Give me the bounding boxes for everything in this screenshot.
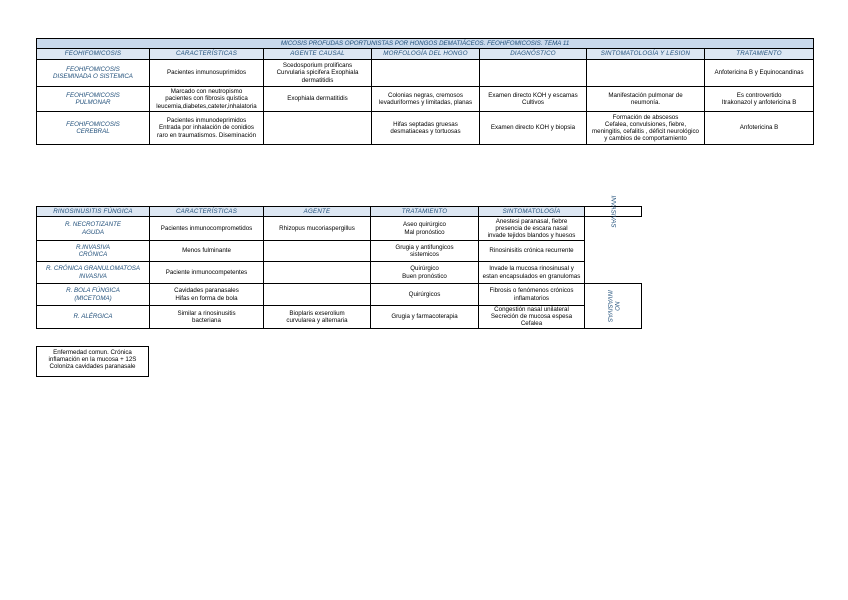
table-cell bbox=[264, 60, 372, 87]
table-cell bbox=[587, 112, 705, 145]
table-cell bbox=[371, 241, 479, 262]
column-header: AGENTE bbox=[264, 207, 371, 217]
table-cell bbox=[371, 284, 479, 306]
cell-text-line: Secreción de mucosa espesa bbox=[490, 313, 573, 321]
row-header-cell bbox=[37, 217, 150, 241]
column-header: MORFOLOGÍA DEL HONGO bbox=[372, 49, 480, 60]
table-row bbox=[37, 284, 642, 306]
table-cell bbox=[587, 60, 705, 87]
cell-text-line: Buen pronóstico bbox=[402, 272, 447, 280]
cell-text-line: Grugia y antifungicos bbox=[395, 243, 454, 251]
table-cell bbox=[150, 284, 264, 306]
cell-text-line: Grugia y farmacoterapia bbox=[391, 313, 458, 321]
cell-text-line: dermatitidis bbox=[301, 76, 334, 84]
cell-text-line: Coloniza cavidades paranasale bbox=[49, 363, 136, 371]
column-header: RINOSINUSITIS FÚNGICA bbox=[37, 207, 150, 217]
table-header-row bbox=[37, 49, 814, 60]
cell-text-line: Exophiala dermatitidis bbox=[287, 95, 348, 103]
table-cell bbox=[150, 87, 264, 112]
row-header-cell bbox=[37, 262, 150, 284]
cell-text-line: meningitis, cefalitis , déficit neurológico bbox=[592, 128, 699, 135]
cell-text-line: Cavidades paranasales bbox=[174, 287, 239, 295]
column-header: FEOHIFOMICOSIS bbox=[37, 49, 150, 60]
cell-text-line: Menos fulminante bbox=[182, 247, 231, 255]
cell-text-line: bacteriana bbox=[192, 316, 221, 324]
table-cell bbox=[371, 262, 479, 284]
table-cell bbox=[705, 112, 814, 145]
cell-text-line: sistemicos bbox=[410, 251, 439, 258]
cell-text-line: Colonias negras, cremosos bbox=[388, 91, 463, 99]
side-label-no-invasivas: NO INVASIVAS bbox=[585, 284, 642, 329]
table-cell bbox=[264, 284, 371, 306]
table-cell bbox=[372, 112, 480, 145]
table-cell bbox=[479, 284, 585, 306]
cell-text-line: Quirúrgicos bbox=[408, 290, 441, 298]
table-cell bbox=[479, 241, 585, 262]
table-cell bbox=[150, 241, 264, 262]
cell-text-line: Rhizopus mucoriaspergillus bbox=[279, 224, 355, 232]
table-title-row bbox=[37, 39, 814, 49]
cell-text-line: Paciente inmunocompetentes bbox=[165, 268, 248, 276]
row-header-cell bbox=[37, 112, 150, 145]
table-row bbox=[37, 306, 642, 329]
cell-text-line: FEOHIFOMICOSIS bbox=[66, 65, 120, 73]
cell-text-line: Es controvertido bbox=[736, 91, 782, 99]
side-label-invasivas: INVASIVAS bbox=[585, 207, 642, 217]
cell-text-line: Examen directo KOH y escamas bbox=[488, 91, 578, 99]
cell-text-line: curvularea y alternaria bbox=[286, 316, 348, 324]
cell-text-line: estan encapsulados en granulomas bbox=[482, 272, 581, 280]
table-cell bbox=[264, 112, 372, 145]
cell-text-line: PULMONAR bbox=[75, 99, 111, 106]
row-header-cell bbox=[37, 60, 150, 87]
cell-text-line: Bioplaris exserolium bbox=[289, 309, 345, 317]
cell-text-line: levaduriformes y limitadas, planas bbox=[378, 99, 473, 106]
cell-text-line: Scedosporium prolificans bbox=[282, 62, 353, 70]
column-header: SINTOMATOLOGÍA Y LESION bbox=[587, 49, 705, 60]
table-cell bbox=[480, 112, 587, 145]
cell-text-line: Pacientes inmunodeprimidos bbox=[166, 117, 247, 125]
cell-text-line: Cefalea bbox=[520, 320, 543, 328]
cell-text-line: Aseo quirúrgico bbox=[403, 221, 446, 229]
row-header-cell bbox=[37, 284, 150, 306]
cell-text-line: leucemia,diabetes,cateter,inhalatoria bbox=[156, 102, 257, 110]
table-title: MICOSIS PROFUDAS OPORTUNISTAS POR HONGOS DEMATIÁCEOS. FEOHIFOMICOSIS. TEMA 11 bbox=[37, 39, 814, 49]
cell-text-line: desmatiaceas y tortuosas bbox=[390, 128, 461, 135]
table-cell bbox=[264, 306, 371, 329]
cell-text-line: Itrakonazol y anfotericina B bbox=[721, 99, 797, 106]
table-cell bbox=[705, 87, 814, 112]
cell-text-line: raro en traumatismos. Diseminación bbox=[156, 131, 257, 139]
cell-text-line: CRÓNICA bbox=[78, 251, 108, 258]
cell-text-line: FEOHIFOMICOSIS bbox=[66, 91, 120, 99]
table-row bbox=[37, 87, 814, 112]
table-cell bbox=[480, 87, 587, 112]
cell-text-line: Pacientes inmunocomprometidos bbox=[160, 224, 253, 232]
cell-text-line: neumonía. bbox=[630, 99, 661, 106]
table-cell bbox=[264, 217, 371, 241]
cell-text-line: Rinosinisitis crónica recurrente bbox=[489, 247, 574, 255]
cell-text-line: inflamación en la mucosa + 12S bbox=[48, 356, 137, 364]
cell-text-line: R.INVASIVA bbox=[75, 243, 111, 251]
table-cell bbox=[479, 262, 585, 284]
cell-text-line: DISEMINADA O SISTEMICA bbox=[53, 73, 133, 80]
cell-text-line: (MICETOMA) bbox=[74, 294, 112, 302]
cell-text-line: R. BOLA FÚNGICA bbox=[66, 287, 120, 295]
table-cell bbox=[150, 112, 264, 145]
cell-text-line: Quirúrgico bbox=[410, 265, 439, 273]
cell-text-line: presencia de escara nasal bbox=[495, 224, 568, 232]
cell-text-line: inflamatorios bbox=[513, 294, 550, 302]
table-cell bbox=[264, 87, 372, 112]
table-cell bbox=[705, 60, 814, 87]
table-cell bbox=[264, 262, 371, 284]
cell-text-line: Anfotericina B y Equinocandinas bbox=[714, 69, 804, 77]
cell-text-line: R. ALÉRGICA bbox=[73, 313, 113, 321]
rinosinusitis-table bbox=[36, 195, 642, 329]
table-cell bbox=[587, 87, 705, 112]
table-cell bbox=[371, 217, 479, 241]
cell-text-line: AGUDA bbox=[81, 228, 104, 236]
cell-text-line: Congestión nasal unilateral bbox=[494, 306, 569, 313]
cell-text-line: FEOHIFOMICOSIS bbox=[66, 120, 120, 128]
column-header: TRATAMIENTO bbox=[371, 207, 479, 217]
cell-text-line: Mal pronóstico bbox=[404, 228, 445, 236]
cell-text-line: CEREBRAL bbox=[76, 128, 110, 135]
cell-text-line: Anfotericina B bbox=[739, 124, 779, 132]
note-box bbox=[36, 346, 149, 377]
cell-text-line: Manifestación pulmonar de bbox=[608, 91, 683, 99]
cell-text-line: R. CRÓNICA GRANULOMATOSA bbox=[45, 265, 141, 273]
table-cell bbox=[479, 306, 585, 329]
cell-text-line: y cambios de comportamiento bbox=[604, 135, 687, 143]
table-cell bbox=[372, 60, 480, 87]
table-cell bbox=[150, 217, 264, 241]
cell-text-line: Examen directo KOH y biopsia bbox=[490, 124, 576, 132]
table-cell bbox=[372, 87, 480, 112]
table-cell bbox=[150, 262, 264, 284]
table-row bbox=[37, 241, 642, 262]
table-header-row bbox=[37, 207, 642, 217]
column-header: SINTOMATOLOGÍA bbox=[479, 207, 585, 217]
table-cell bbox=[264, 241, 371, 262]
feohifomicosis-table bbox=[36, 38, 814, 145]
row-header-cell bbox=[37, 306, 150, 329]
cell-text-line: Hifas en forma de bola bbox=[175, 294, 238, 302]
table-cell bbox=[371, 306, 479, 329]
cell-text-line: Anestesi paranasal, fiebre bbox=[495, 217, 568, 225]
cell-text-line: Similar a rinosinusitis bbox=[177, 309, 236, 317]
cell-text-line: Pacientes inmunosuprimidos bbox=[166, 69, 247, 77]
cell-text-line: Entrada por inhalación de conidios bbox=[159, 124, 254, 132]
row-header-cell bbox=[37, 241, 150, 262]
table-row bbox=[37, 112, 814, 145]
row-header-cell bbox=[37, 87, 150, 112]
column-header: AGENTE CAUSAL bbox=[264, 49, 372, 60]
cell-text-line: Formación de abscesos bbox=[612, 113, 679, 121]
cell-text-line: Invade la mucosa rinosinusal y bbox=[489, 265, 574, 273]
cell-text-line: Cultivos bbox=[521, 99, 544, 106]
cell-text-line: invade tejidos blandos y huesos bbox=[487, 232, 576, 240]
cell-text-line: Cefalea, convulsiones, fiebre, bbox=[604, 120, 687, 128]
cell-text-line: Curvularia spicifera Exophiala bbox=[276, 69, 359, 77]
table-cell bbox=[479, 217, 585, 241]
cell-text-line: INVASIVA bbox=[79, 272, 107, 280]
column-header: CARACTERÍSTICAS bbox=[150, 49, 264, 60]
cell-text-line: Marcado con neutropismo bbox=[170, 88, 243, 96]
cell-text-line: Hifas septadas gruesas bbox=[393, 120, 458, 128]
column-header: CARACTERÍSTICAS bbox=[150, 207, 264, 217]
table-cell bbox=[150, 60, 264, 87]
cell-text-line: R. NECROTIZANTE bbox=[64, 221, 122, 229]
table-row bbox=[37, 60, 814, 87]
column-header: DIAGNÓSTICO bbox=[480, 49, 587, 60]
table-row bbox=[37, 262, 642, 284]
table-cell bbox=[150, 306, 264, 329]
cell-text-line: Enfermedad comun. Crónica bbox=[53, 349, 132, 356]
column-header: TRATAMIENTO bbox=[705, 49, 814, 60]
cell-text-line: Fibrosis o fenómenos crónicos bbox=[489, 287, 574, 295]
table-cell bbox=[480, 60, 587, 87]
table-row bbox=[37, 217, 642, 241]
cell-text-line: pacientes con fibrosis quística bbox=[165, 95, 248, 103]
